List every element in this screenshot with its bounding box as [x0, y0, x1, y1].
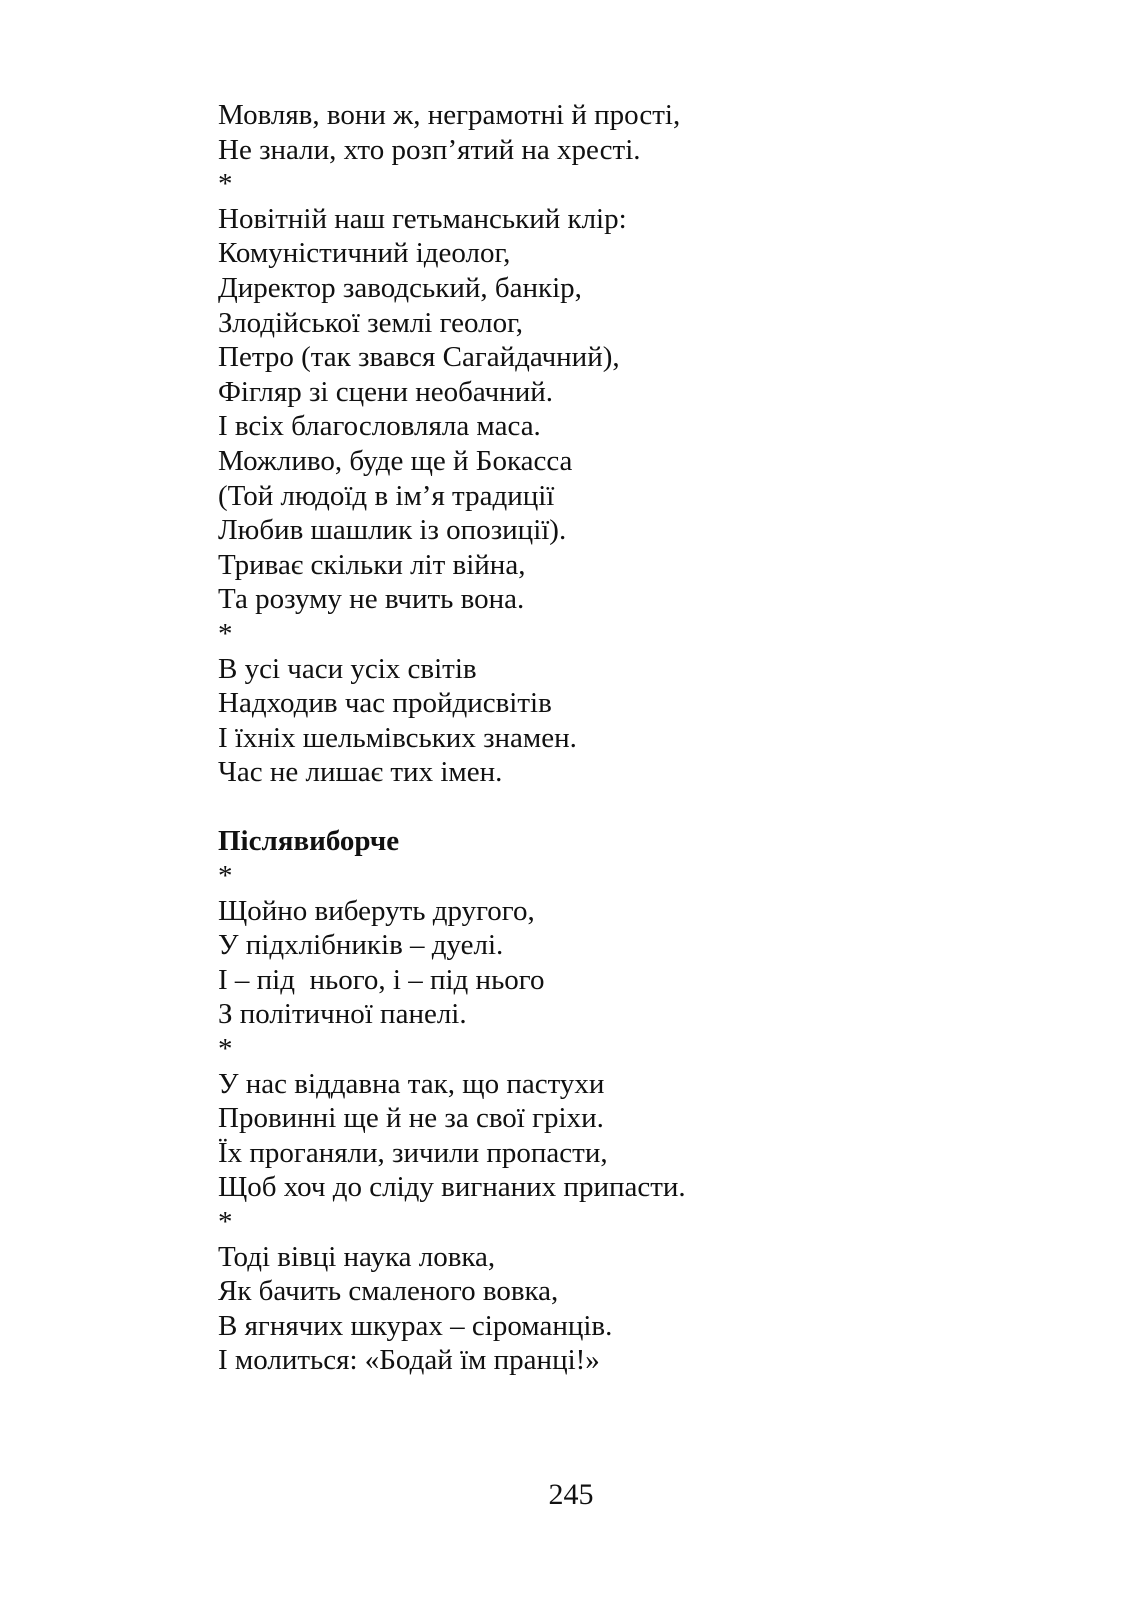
poem-line: Фігляр зі сцени необачний.: [218, 375, 554, 408]
poem-line: Можливо, буде ще й Бокасса: [218, 444, 573, 477]
section-separator: *: [218, 168, 233, 201]
poem-line: Тоді вівці наука ловка,: [218, 1240, 496, 1273]
poem-line: В усі часи усіх світів: [218, 652, 477, 685]
poem-line: (Той людоїд в ім’я традиції: [218, 479, 555, 512]
poem-line: Триває скільки літ війна,: [218, 548, 526, 581]
poem-line: І – під нього, і – під нього: [218, 963, 545, 996]
section-separator: *: [218, 1206, 233, 1238]
poem-line: Комуністичний ідеолог,: [218, 237, 511, 270]
poem-title: Післявиборче: [218, 825, 400, 858]
page-text: [218, 98, 1018, 1378]
poem-line: Як бачить смаленого вовка,: [218, 1275, 559, 1308]
poem-line: Новітній наш гетьманський клір:: [218, 202, 627, 235]
poem-line: В ягнячих шкурах – сіроманців.: [218, 1309, 613, 1342]
poem-postelection: [218, 824, 1018, 1378]
poem-line: Та розуму не вчить вона.: [218, 583, 525, 616]
poem-line: Щоб хоч до сліду вигнаних припасти.: [218, 1171, 686, 1204]
section-separator: *: [218, 860, 233, 893]
poem-line: І їхніх шельмівських знамен.: [218, 721, 577, 754]
poem-line: Їх проганяли, зичили пропасти,: [218, 1136, 608, 1169]
page-number: 245: [548, 1478, 594, 1511]
poem-line: Провинні ще й не за свої гріхи.: [218, 1102, 604, 1135]
poem-line: Надходив час пройдисвітів: [218, 687, 552, 720]
poem-line: Злодійської землі геолог,: [218, 306, 523, 339]
poem-line: Не знали, хто розп’ятий на хресті.: [218, 133, 641, 166]
poem-line: І молиться: «Бодай їм пранці!»: [218, 1344, 600, 1377]
poem-line: У нас віддавна так, що пастухи: [218, 1067, 605, 1100]
section-separator: *: [218, 1033, 233, 1066]
poem-line: Петро (так звався Сагайдачний),: [218, 341, 620, 374]
poem-line: Час не лишає тих імен.: [218, 756, 503, 789]
poem-line: Директор заводський, банкір,: [218, 271, 582, 304]
poem-fragment: [218, 98, 1018, 790]
poem-line: Щойно виберуть другого,: [218, 894, 535, 927]
poem-line: З політичної панелі.: [218, 998, 467, 1031]
poem-line: Мовляв, вони ж, неграмотні й прості,: [218, 99, 681, 131]
blank-line: [218, 790, 1018, 825]
section-separator: *: [218, 617, 233, 650]
poem-line: І всіх благословляла маса.: [218, 410, 541, 443]
poem-line: У підхлібників – дуелі.: [218, 929, 504, 962]
poem-line: Любив шашлик із опозиції).: [218, 514, 567, 547]
